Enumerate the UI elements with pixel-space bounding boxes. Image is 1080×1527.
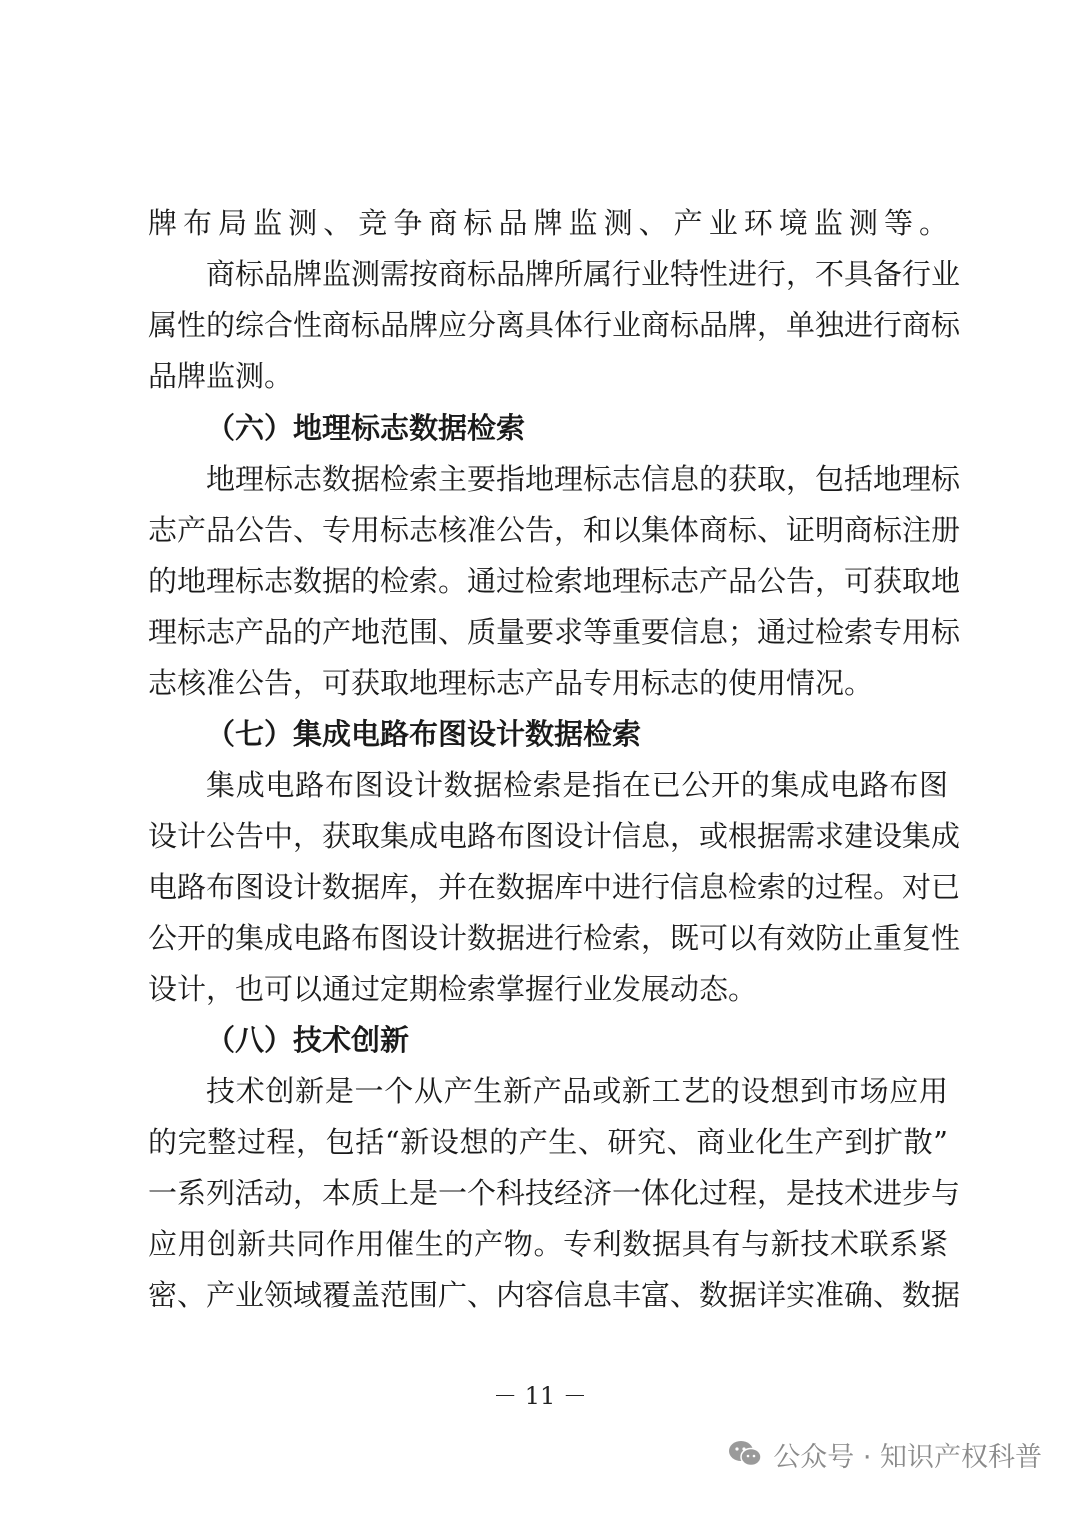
section-heading: （八）技术创新 (206, 1023, 410, 1057)
body-line: 公开的集成电路布图设计数据进行检索，既可以有效防止重复性 (148, 921, 961, 955)
body-line: 集成电路布图设计数据检索是指在已公开的集成电路布图 (206, 768, 948, 802)
body-line: 的完整过程，包括“新设想的产生、研究、商业化生产到扩散” (148, 1125, 948, 1159)
watermark (727, 1434, 1042, 1474)
body-line: 品牌监测。 (148, 359, 294, 393)
body-line: 志核准公告，可获取地理标志产品专用标志的使用情况。 (148, 666, 874, 700)
body-line: 应用创新共同作用催生的产物。专利数据具有与新技术联系紧 (148, 1227, 948, 1261)
body-line: 志产品公告、专用标志核准公告，和以集体商标、证明商标注册 (148, 513, 961, 547)
body-line: 地理标志数据检索主要指地理标志信息的获取，包括地理标 (206, 462, 961, 496)
body-line: 设计公告中，获取集成电路布图设计信息，或根据需求建设集成 (148, 819, 961, 853)
body-line: 理标志产品的产地范围、质量要求等重要信息；通过检索专用标 (148, 615, 961, 649)
body-line: 商标品牌监测需按商标品牌所属行业特性进行，不具备行业 (206, 257, 961, 291)
body-line: 一系列活动，本质上是一个科技经济一体化过程，是技术进步与 (148, 1176, 961, 1210)
body-line: 电路布图设计数据库，并在数据库中进行信息检索的过程。对已 (148, 870, 961, 904)
body-line: 的地理标志数据的检索。通过检索地理标志产品公告，可获取地 (148, 564, 961, 598)
watermark-text: 公众号 · 知识产权科普 (773, 1441, 1042, 1473)
wechat-icon (727, 1439, 763, 1469)
body-line: 牌布局监测、竞争商标品牌监测、产业环境监测等。 (148, 206, 948, 240)
body-line: 设计，也可以通过定期检索掌握行业发展动态。 (148, 972, 758, 1006)
body-line: 技术创新是一个从产生新产品或新工艺的设想到市场应用 (206, 1074, 948, 1108)
body-line: 属性的综合性商标品牌应分离具体行业商标品牌，单独进行商标 (148, 308, 961, 342)
section-heading: （六）地理标志数据检索 (206, 411, 526, 445)
page-number: － 11 － (493, 1382, 587, 1410)
body-line: 密、产业领域覆盖范围广、内容信息丰富、数据详实准确、数据 (148, 1278, 961, 1312)
section-heading: （七）集成电路布图设计数据检索 (206, 717, 642, 751)
